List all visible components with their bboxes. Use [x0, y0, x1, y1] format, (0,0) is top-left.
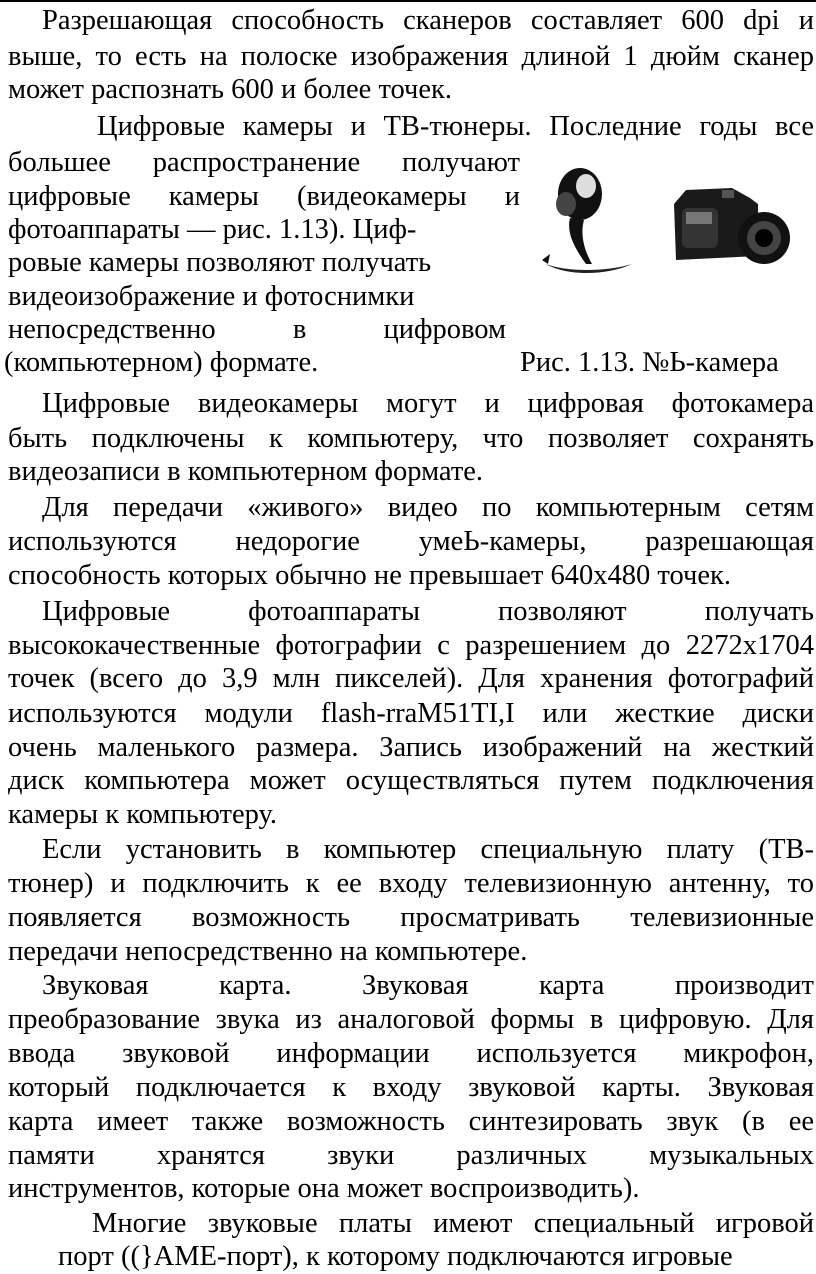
top-rule: [0, 0, 816, 2]
text-line: выше, то есть на полоске изображения длиной 1 дюйм сканер: [8, 41, 814, 72]
text-line: быть подключены к компьютеру, что позволяет сохранять: [8, 423, 814, 454]
text-line: большее распространение получают: [8, 147, 520, 178]
text-line: Звуковая карта. Звуковая карта производит: [42, 970, 814, 1001]
text-line: используются модули flash-rraM51TI,I или жесткие диски: [8, 698, 814, 729]
text-line: Цифровые видеокамеры могут и цифровая фотокамера: [42, 388, 814, 419]
text-line: появляется возможность просматривать телевизионные: [8, 902, 814, 933]
text-line: Многие звуковые платы имеют специальный игровой: [92, 1208, 814, 1239]
text-line: порт ((}АМЕ-порт), к которому подключаются игровые: [58, 1241, 733, 1272]
text-line: Если установить в компьютер специальную плату (ТВ-: [42, 834, 814, 865]
text-line: инструментов, которые она может воспроизводить).: [8, 1173, 640, 1204]
text-line: очень маленького размера. Запись изображений на жесткий: [8, 732, 814, 763]
text-line: Цифровые фотоаппараты позволяют получать: [42, 596, 814, 627]
text-line: используются недорогие умеЬ-камеры, разрешающая: [8, 526, 814, 557]
text-line: точек (всего до 3,9 млн пикселей). Для хранения фотографий: [8, 663, 814, 694]
text-line: ввода звуковой информации используется микрофон,: [8, 1038, 814, 1069]
webcam-icon: [542, 168, 632, 273]
text-line: который подключается к входу звуковой карты. Звуковая: [8, 1072, 814, 1103]
text-line: может распознать 600 и более точек.: [8, 74, 452, 105]
text-line: высококачественные фотографии с разрешением до 2272x1704: [8, 630, 814, 661]
text-line: фотоаппараты — рис. 1.13). Циф-: [8, 214, 417, 245]
webcam-camera-figure: [536, 164, 816, 284]
text-line: (компьютерном) формате.: [4, 347, 319, 378]
text-line: передачи непосредственно на компьютере.: [8, 936, 528, 967]
text-line: Разрешающая способность сканеров составляет 600 dpi и: [42, 5, 814, 36]
camera-icon: [674, 188, 790, 264]
text-line: цифровые камеры (видеокамеры и: [8, 181, 520, 212]
text-line: способность которых обычно не превышает 640x480 точек.: [8, 560, 731, 591]
text-line: ровые камеры позволяют получать: [8, 247, 432, 278]
text-line: преобразование звука из аналоговой формы в цифровую. Для: [8, 1004, 814, 1035]
figure-caption: Рис. 1.13. №Ь-камера: [520, 347, 779, 378]
text-line: видеозаписи в компьютерном формате.: [8, 456, 484, 487]
text-line: камеры к компьютеру.: [8, 799, 278, 830]
text-line: Для передачи «живого» видео по компьютерным сетям: [42, 492, 814, 523]
text-line: видеоизображение и фотоснимки: [8, 281, 415, 312]
text-line: непосредственно в цифровом: [8, 314, 506, 345]
text-line: тюнер) и подключить к ее входу телевизионную антенну, то: [8, 868, 814, 899]
text-line: карта имеет также возможность синтезировать звук (в ее: [8, 1106, 814, 1137]
text-line: памяти хранятся звуки различных музыкальных: [8, 1140, 814, 1171]
text-line: диск компьютера может осуществляться путем подключения: [8, 765, 814, 796]
text-line: Цифровые камеры и ТВ-тюнеры. Последние годы все: [97, 111, 814, 142]
